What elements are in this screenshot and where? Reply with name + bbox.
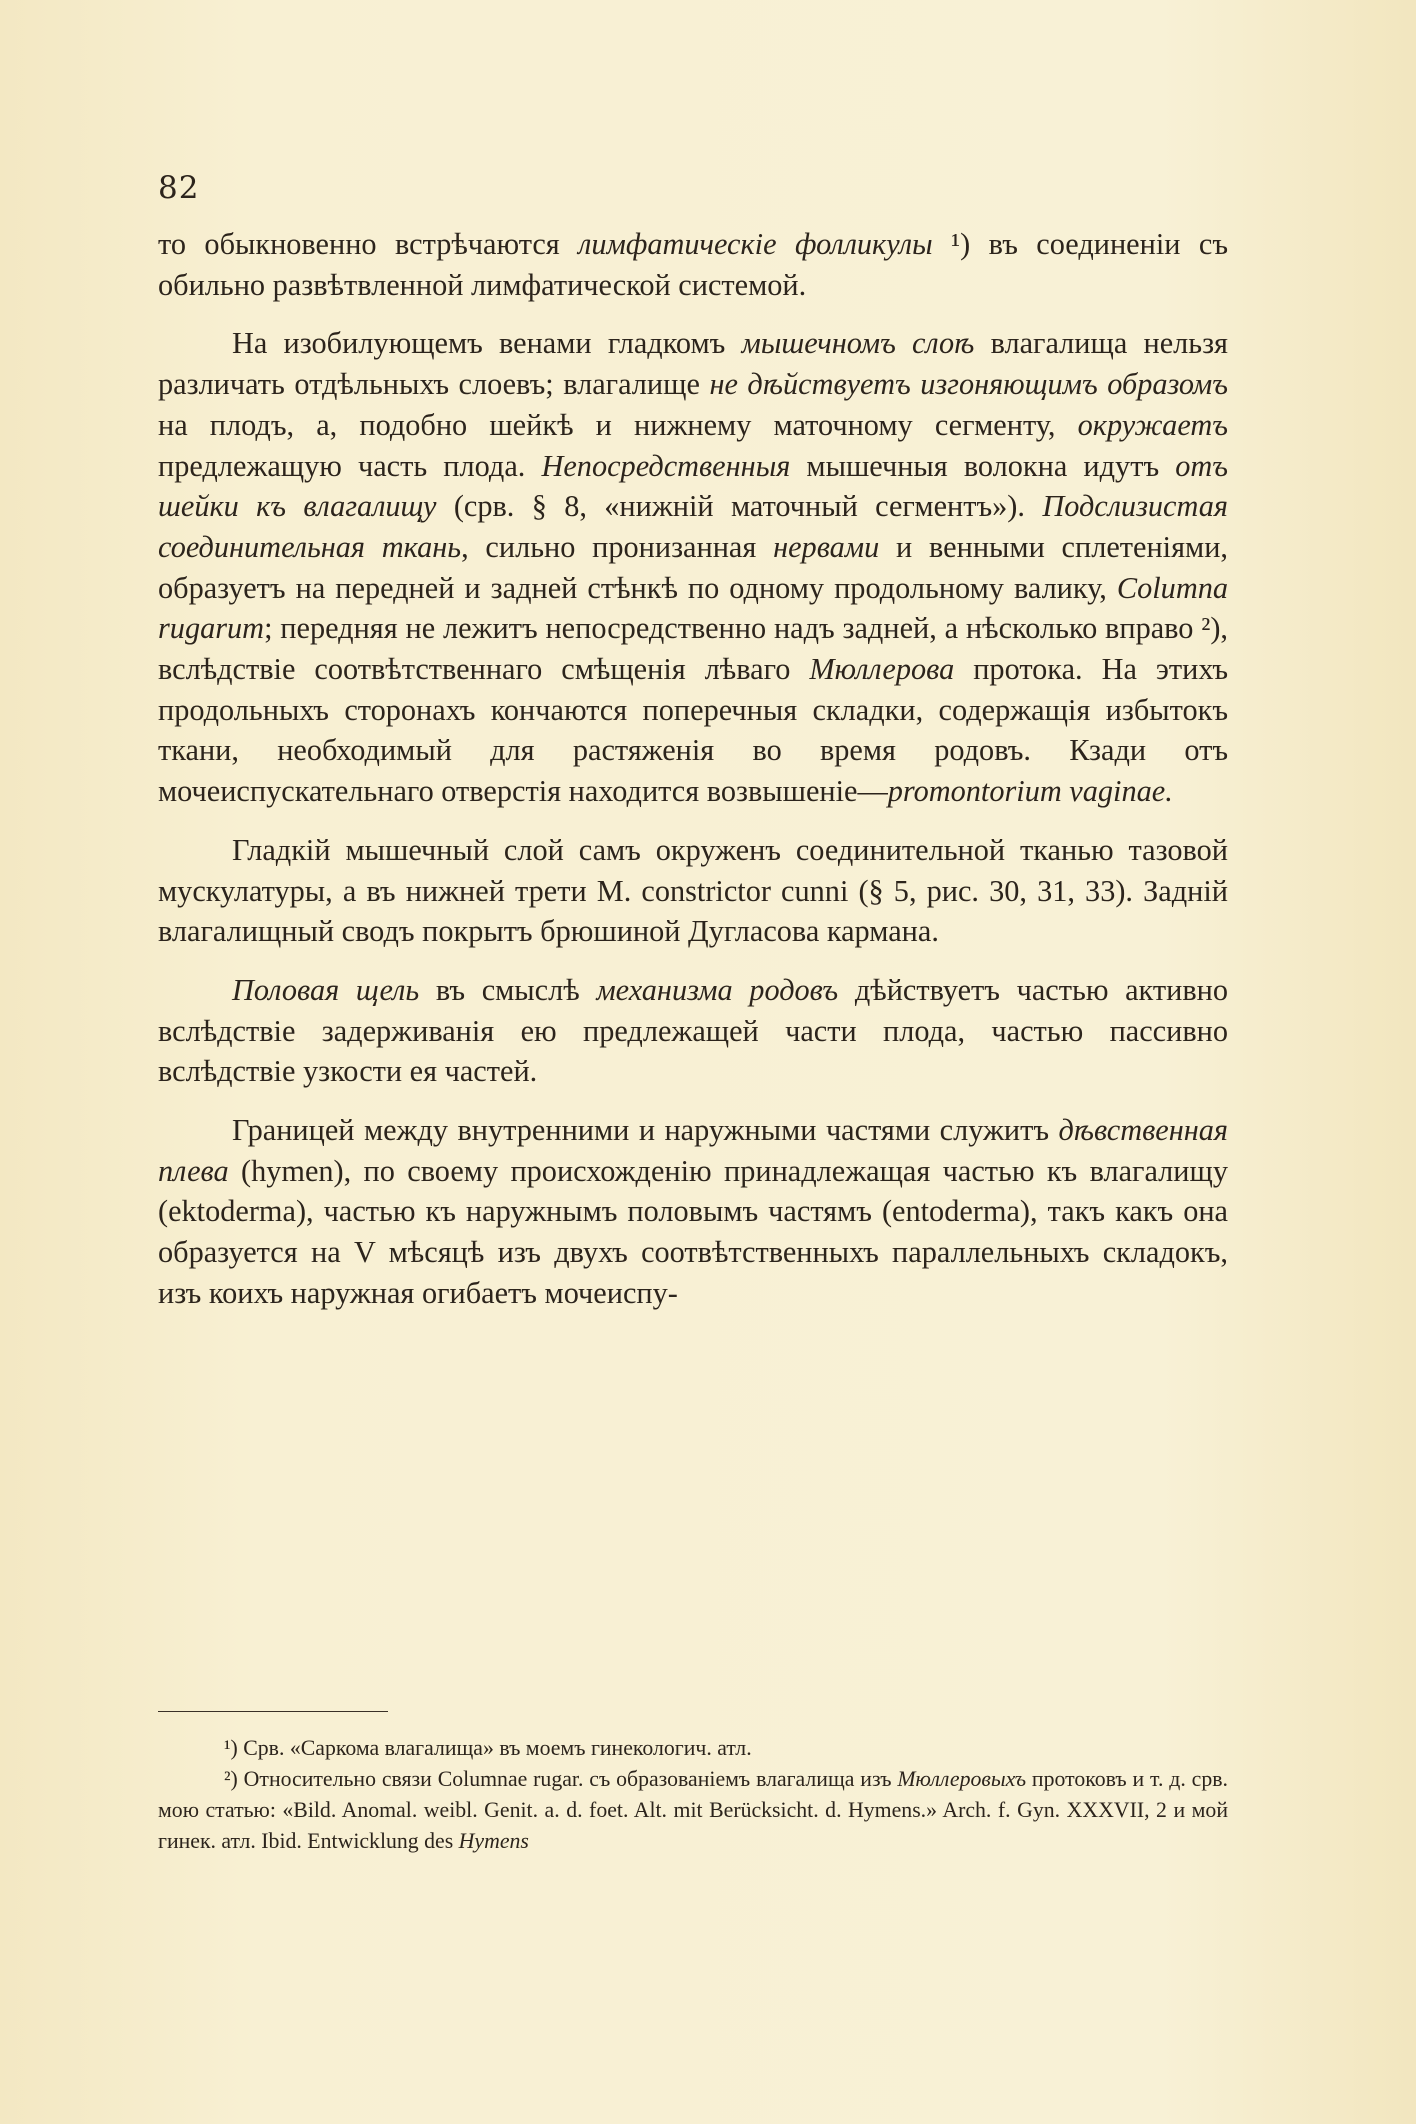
footnote-2-text-1: ²) Относительно связи Columnae rugar. съ образованіемъ влагалища изъ [224, 1767, 898, 1792]
footnote-1-text: ¹) Срв. «Саркома влагалища» въ моемъ гинекологич. атл. [224, 1736, 752, 1760]
paragraph-3 [158, 830, 1228, 952]
paragraph-2-italic-1: мышечномъ слоѣ [741, 326, 975, 361]
paragraph-4-text-1: въ смыслѣ [419, 972, 597, 1007]
paragraph-4-italic-2: механизма родовъ [596, 972, 839, 1007]
paragraph-2-text-1: На изобилующемъ венами гладкомъ [232, 326, 742, 361]
paragraph-2-text-10: протока. На этихъ продольныхъ сторонахъ кончаются поперечныя складки, содержащія избытокъ ткани, необходимый для растяженія во время родовъ. Кзади отъ мочеиспускательнаго отверстія находится возвышеніе— [158, 652, 1228, 809]
paragraph-5-italic-1: дѣвственная плева [158, 1113, 1228, 1188]
paragraph-2-italic-4: Непосредственныя [541, 448, 791, 483]
paragraph-4-text-2: дѣйствуетъ частью активно вслѣдствіе задерживанія ею предлежащей части плода, частью пассивно вслѣдствіе узкости ея частей. [158, 972, 1228, 1089]
page-number: 82 [158, 170, 200, 206]
footnote-1 [158, 1733, 1228, 1764]
footnote-divider [158, 1711, 388, 1712]
footnote-2 [158, 1764, 1228, 1857]
paragraph-2-text-9: ; передняя не лежитъ непосредственно надъ задней, а нѣсколько вправо ²), вслѣдствіе соотвѣтственнаго смѣщенія лѣваго [158, 611, 1228, 687]
paragraph-2-italic-7: нервами [773, 529, 880, 564]
footnote-2-italic-1: Мюллеровыхъ [897, 1767, 1027, 1792]
paragraph-2-text-6: (срв. § 8, «нижній маточный сегментъ»). [436, 489, 1043, 524]
paragraph-2-text-7: , сильно пронизанная [461, 529, 774, 564]
paragraph-5-text-1: Границей между внутренними и наружными частями служитъ [232, 1113, 1059, 1148]
paragraph-1-italic-1: лимфатическіе фолликулы [578, 227, 933, 261]
paragraph-4 [158, 970, 1228, 1092]
footnotes [158, 1733, 1228, 1857]
paragraph-4-italic-1: Половая щель [232, 972, 420, 1007]
paragraph-5-text-2: (hymen), по своему происхожденію принадлежащая частью къ влагалищу (ektoderma), частью къ наружнымъ половымъ частямъ (entoderma), такъ какъ она образуется на V мѣсяцѣ изъ двухъ соотвѣтственныхъ параллельныхъ складокъ, изъ коихъ наружная огибаетъ мочеиспу- [158, 1153, 1228, 1310]
paragraph-2-italic-8: Columna rugarum [158, 570, 1228, 646]
paragraph-2-italic-3: окружаетъ [1077, 407, 1228, 442]
paragraph-2-italic-10: promontorium vaginae. [887, 774, 1173, 809]
paragraph-1-text-2: ¹) въ соединеніи съ обильно развѣтвленной лимфатической системой. [158, 227, 1229, 302]
footnote-2-text-2: протоковъ и т. д. срв. мою статью: «Bild. Anomal. weibl. Genit. a. d. foet. Alt. mit Berücksicht. d. Hymens.» Arch. f. Gyn. XXXVII, 2 и мой гинек. атл. Ibid. Entwicklung des [158, 1767, 1229, 1854]
paragraph-2-italic-2: не дѣйствуетъ изгоняющимъ образомъ [709, 367, 1228, 402]
paragraph-2-text-2: влагалища нельзя различать отдѣльныхъ слоевъ; влагалище [158, 326, 1228, 402]
paragraph-2-italic-6: Подслизистая соединительная ткань [158, 489, 1228, 564]
paragraph-3-text: Гладкій мышечный слой самъ окруженъ соединительной тканью тазовой мускулатуры, а въ нижней трети M. constrictor cunni (§ 5, рис. 30, 31, 33). Задній влагалищный сводъ покрытъ брюшиной Дугласова кармана. [158, 832, 1228, 949]
footnote-2-italic-2: Hymens [458, 1829, 529, 1854]
paragraph-1 [158, 224, 1228, 305]
paragraph-2-text-3: на плодъ, а, подобно шейкѣ и нижнему маточному сегменту, [158, 407, 1078, 442]
paragraph-2-text-4: предлежащую часть плода. [158, 448, 542, 483]
paragraph-5 [158, 1110, 1228, 1314]
paragraph-1-text-1: то обыкновенно встрѣчаются [158, 227, 579, 261]
main-text [158, 224, 1228, 1332]
paragraph-2-text-8: и венными сплетеніями, образуетъ на передней и задней стѣнкѣ по одному продольному валику, [158, 529, 1228, 605]
paragraph-2-italic-9: Мюллерова [809, 652, 955, 687]
paragraph-2-italic-5: отъ шейки къ влагалищу [158, 448, 1228, 524]
paragraph-2-text-5: мышечныя волокна идутъ [790, 448, 1176, 483]
paragraph-2 [158, 323, 1228, 811]
